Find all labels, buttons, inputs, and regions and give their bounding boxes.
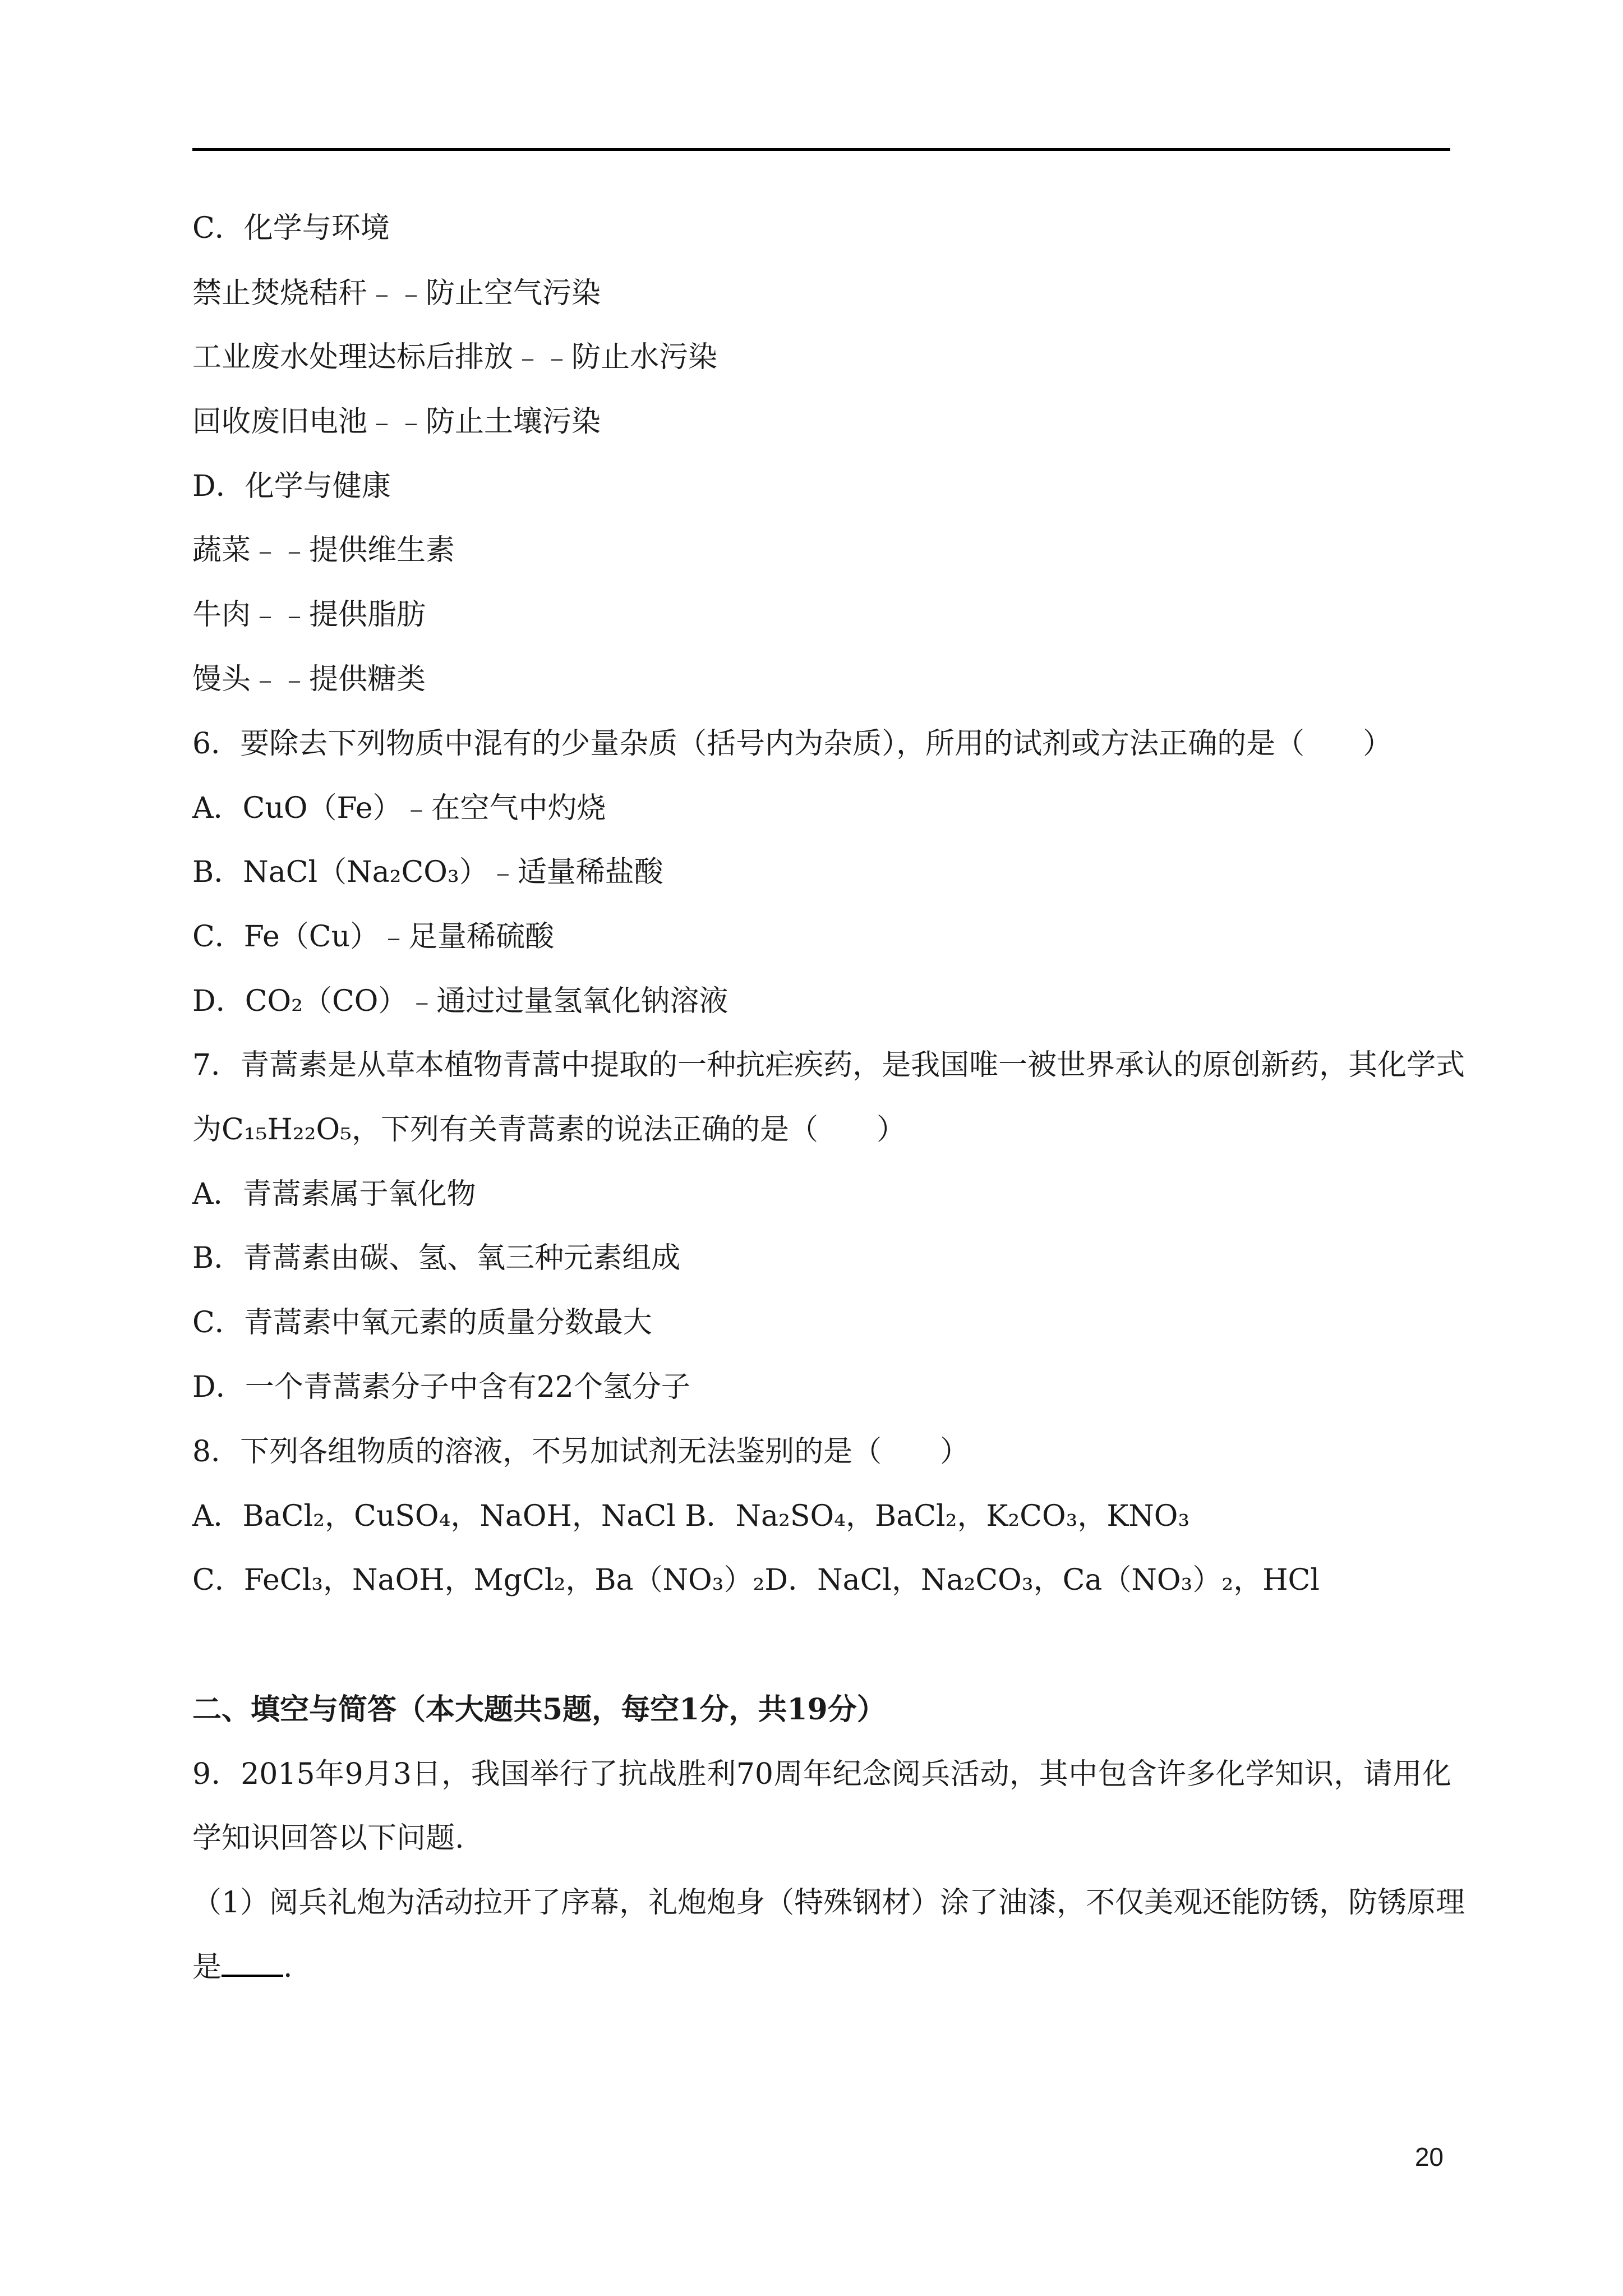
header-rule xyxy=(192,148,1450,151)
q7-option-b: B．青蒿素由碳、氢、氧三种元素组成 xyxy=(192,1241,681,1275)
question-8: 8．下列各组物质的溶液，不另加试剂无法鉴别的是（ ） xyxy=(192,1435,970,1469)
q7-option-c: C．青蒿素中氧元素的质量分数最大 xyxy=(192,1306,652,1340)
q6-option-a: A．CuO（Fe）﹣在空气中灼烧 xyxy=(192,792,606,825)
question-9-part-1: （1）阅兵礼炮为活动拉开了序幕，礼炮炮身（特殊钢材）涂了油漆，不仅美观还能防锈，防锈原理 xyxy=(192,1886,1465,1920)
option-d-label: D．化学与健康 xyxy=(192,470,391,503)
question-6: 6．要除去下列物质中混有的少量杂质（括号内为杂质），所用的试剂或方法正确的是（ ） xyxy=(192,727,1393,761)
q6-option-c: C．Fe（Cu）﹣足量稀硫酸 xyxy=(192,920,555,954)
q6-option-b: B．NaCl（Na₂CO₃）﹣适量稀盐酸 xyxy=(192,855,663,889)
section-heading: 二、填空与简答（本大题共5题，每空1分，共19分） xyxy=(192,1692,886,1727)
question-9-cont: 学知识回答以下问题. xyxy=(192,1821,464,1855)
list-item: 工业废水处理达标后排放﹣﹣防止水污染 xyxy=(192,341,718,374)
list-item: 馒头﹣﹣提供糖类 xyxy=(192,662,426,696)
question-7-cont: 为C₁₅H₂₂O₅，下列有关青蒿素的说法正确的是（ ） xyxy=(192,1113,906,1147)
page-number: 20 xyxy=(1414,2142,1444,2171)
q8-options-ab: A．BaCl₂，CuSO₄，NaOH，NaCl B．Na₂SO₄，BaCl₂，K₂CO₃，KNO₃ xyxy=(192,1499,1190,1533)
question-9: 9．2015年9月3日，我国举行了抗战胜利70周年纪念阅兵活动，其中包含许多化学知识，请用化 xyxy=(192,1757,1451,1791)
answer-prefix: 是 xyxy=(192,1950,222,1984)
answer-line xyxy=(192,1948,293,1987)
answer-suffix: . xyxy=(283,1950,293,1984)
q7-option-d: D．一个青蒿素分子中含有22个氢分子 xyxy=(192,1370,690,1404)
answer-blank xyxy=(222,1950,283,1977)
q8-options-cd: C．FeCl₃，NaOH，MgCl₂，Ba（NO₃）₂D．NaCl，Na₂CO₃，Ca（NO₃）₂，HCl xyxy=(192,1563,1320,1597)
list-item: 回收废旧电池﹣﹣防止土壤污染 xyxy=(192,405,601,439)
question-7: 7．青蒿素是从草本植物青蒿中提取的一种抗疟疾药，是我国唯一被世界承认的原创新药，其化学式 xyxy=(192,1048,1465,1082)
list-item: 蔬菜﹣﹣提供维生素 xyxy=(192,533,455,567)
list-item: 禁止焚烧秸秆﹣﹣防止空气污染 xyxy=(192,277,601,310)
list-item: 牛肉﹣﹣提供脂肪 xyxy=(192,598,426,632)
q6-option-d: D．CO₂（CO）﹣通过过量氢氧化钠溶液 xyxy=(192,984,728,1018)
q7-option-a: A．青蒿素属于氧化物 xyxy=(192,1177,476,1211)
option-c-label: C．化学与环境 xyxy=(192,211,390,245)
